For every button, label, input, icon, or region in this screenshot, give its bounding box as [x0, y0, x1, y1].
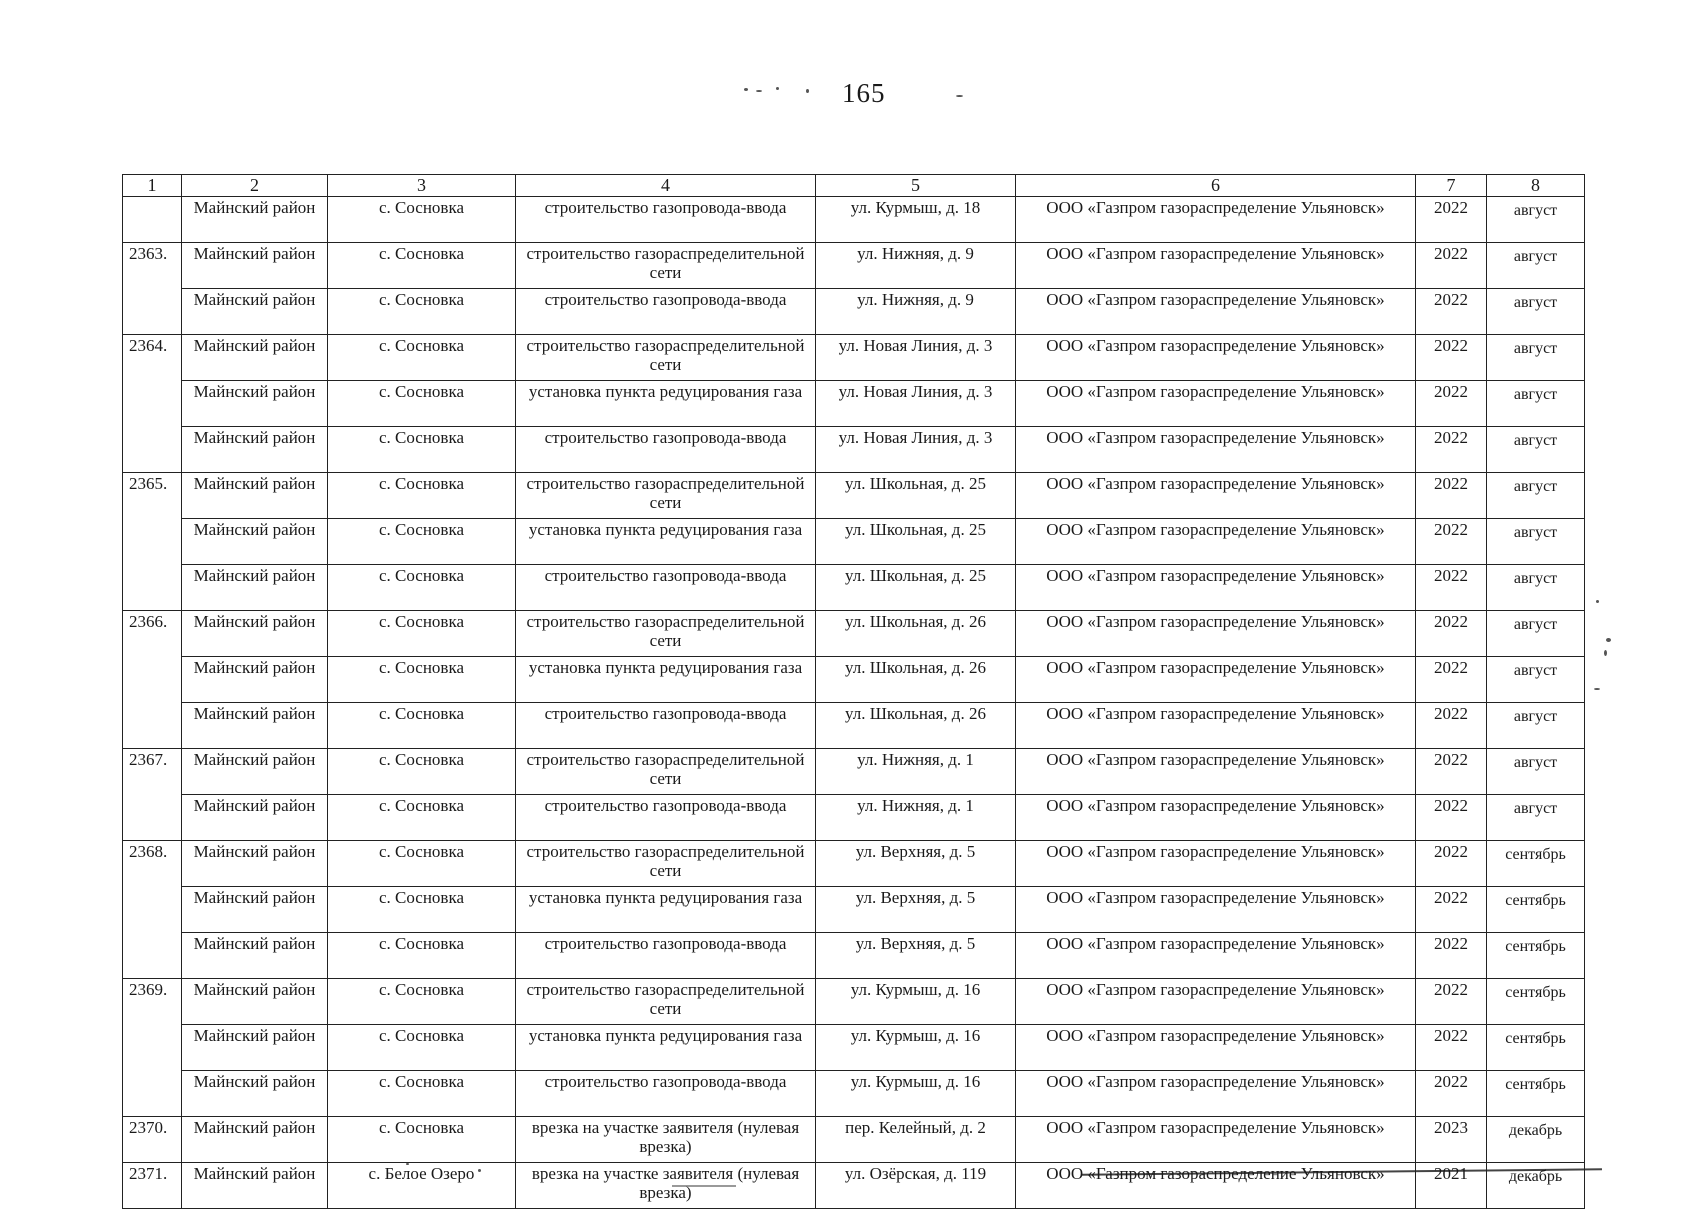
scan-speck [1594, 688, 1600, 690]
cell-month: август [1487, 381, 1585, 427]
table-row [123, 243, 1585, 289]
cell-month: август [1487, 473, 1585, 519]
cell-number [123, 703, 182, 749]
table-row [123, 1025, 1585, 1071]
table-row [123, 473, 1585, 519]
registry-table [122, 174, 1585, 1209]
table-row [123, 1071, 1585, 1117]
cell-work: установка пункта редуцирования газа [516, 519, 816, 565]
cell-number [123, 381, 182, 427]
cell-org: ООО «Газпром газораспределение Ульяновск» [1016, 335, 1416, 381]
cell-address: ул. Школьная, д. 26 [816, 611, 1016, 657]
cell-address: ул. Курмыш, д. 18 [816, 197, 1016, 243]
cell-district: Майнский район [182, 565, 328, 611]
cell-work: строительство газопровода-ввода [516, 795, 816, 841]
cell-number [123, 1071, 182, 1117]
cell-year: 2023 [1416, 1117, 1487, 1163]
cell-settlement: с. Сосновка [328, 427, 516, 473]
cell-month: август [1487, 335, 1585, 381]
header-row [123, 175, 1585, 197]
cell-work: строительство газопровода-ввода [516, 565, 816, 611]
cell-number: 2369. [123, 979, 182, 1025]
cell-address: ул. Нижняя, д. 1 [816, 749, 1016, 795]
column-header: 4 [516, 175, 816, 197]
cell-number [123, 427, 182, 473]
cell-district: Майнский район [182, 381, 328, 427]
cell-month: декабрь [1487, 1163, 1585, 1209]
column-header: 8 [1487, 175, 1585, 197]
cell-number [123, 519, 182, 565]
cell-district: Майнский район [182, 427, 328, 473]
cell-work: установка пункта редуцирования газа [516, 887, 816, 933]
cell-year: 2022 [1416, 887, 1487, 933]
cell-district: Майнский район [182, 1025, 328, 1071]
cell-work: строительство газораспределительной сети [516, 473, 816, 519]
cell-address: ул. Новая Линия, д. 3 [816, 381, 1016, 427]
cell-district: Майнский район [182, 335, 328, 381]
cell-org: ООО «Газпром газораспределение Ульяновск» [1016, 979, 1416, 1025]
cell-number [123, 933, 182, 979]
cell-org: ООО «Газпром газораспределение Ульяновск» [1016, 841, 1416, 887]
cell-work: установка пункта редуцирования газа [516, 657, 816, 703]
cell-org: ООО «Газпром газораспределение Ульяновск» [1016, 381, 1416, 427]
cell-org: ООО «Газпром газораспределение Ульяновск» [1016, 703, 1416, 749]
scan-speck [1596, 600, 1599, 603]
cell-org: ООО «Газпром газораспределение Ульяновск» [1016, 565, 1416, 611]
cell-settlement: с. Сосновка [328, 933, 516, 979]
cell-number [123, 795, 182, 841]
cell-address: ул. Школьная, д. 26 [816, 657, 1016, 703]
scan-speck [756, 90, 762, 92]
cell-year: 2022 [1416, 1025, 1487, 1071]
cell-org: ООО «Газпром газораспределение Ульяновск» [1016, 1025, 1416, 1071]
cell-settlement: с. Сосновка [328, 795, 516, 841]
cell-settlement: с. Сосновка [328, 519, 516, 565]
cell-month: сентябрь [1487, 979, 1585, 1025]
cell-work: строительство газораспределительной сети [516, 841, 816, 887]
cell-district: Майнский район [182, 243, 328, 289]
cell-work: строительство газораспределительной сети [516, 611, 816, 657]
table-row [123, 887, 1585, 933]
cell-settlement: с. Белое Озеро [328, 1163, 516, 1209]
cell-month: август [1487, 795, 1585, 841]
scan-speck [1606, 638, 1611, 642]
column-header: 3 [328, 175, 516, 197]
cell-org: ООО «Газпром газораспределение Ульяновск» [1016, 1071, 1416, 1117]
cell-district: Майнский район [182, 979, 328, 1025]
cell-number [123, 1025, 182, 1071]
cell-number: 2364. [123, 335, 182, 381]
scan-speck [806, 89, 809, 93]
cell-work: строительство газопровода-ввода [516, 289, 816, 335]
cell-address: ул. Курмыш, д. 16 [816, 979, 1016, 1025]
cell-month: сентябрь [1487, 841, 1585, 887]
cell-year: 2022 [1416, 335, 1487, 381]
cell-month: сентябрь [1487, 887, 1585, 933]
cell-number [123, 197, 182, 243]
cell-work: врезка на участке заявителя (нулевая врезка) [516, 1163, 816, 1209]
table-row [123, 749, 1585, 795]
cell-month: август [1487, 565, 1585, 611]
scan-speck [744, 88, 748, 91]
table-row [123, 1117, 1585, 1163]
cell-district: Майнский район [182, 795, 328, 841]
cell-org: ООО «Газпром газораспределение Ульяновск» [1016, 289, 1416, 335]
cell-address: ул. Верхняя, д. 5 [816, 841, 1016, 887]
cell-work: строительство газопровода-ввода [516, 427, 816, 473]
cell-number [123, 887, 182, 933]
table-row [123, 289, 1585, 335]
cell-settlement: с. Сосновка [328, 335, 516, 381]
cell-org: ООО «Газпром газораспределение Ульяновск» [1016, 657, 1416, 703]
table-row [123, 795, 1585, 841]
cell-month: август [1487, 749, 1585, 795]
table-row [123, 841, 1585, 887]
cell-work: строительство газопровода-ввода [516, 703, 816, 749]
scan-speck [1604, 650, 1607, 656]
cell-number: 2366. [123, 611, 182, 657]
cell-year: 2022 [1416, 427, 1487, 473]
cell-address: ул. Новая Линия, д. 3 [816, 335, 1016, 381]
cell-work: установка пункта редуцирования газа [516, 1025, 816, 1071]
column-header: 2 [182, 175, 328, 197]
cell-org: ООО «Газпром газораспределение Ульяновск» [1016, 473, 1416, 519]
cell-month: август [1487, 197, 1585, 243]
table-row [123, 933, 1585, 979]
cell-district: Майнский район [182, 197, 328, 243]
cell-work: строительство газопровода-ввода [516, 197, 816, 243]
column-header: 1 [123, 175, 182, 197]
cell-work: установка пункта редуцирования газа [516, 381, 816, 427]
cell-year: 2022 [1416, 979, 1487, 1025]
cell-month: август [1487, 427, 1585, 473]
cell-settlement: с. Сосновка [328, 1071, 516, 1117]
cell-number: 2365. [123, 473, 182, 519]
cell-settlement: с. Сосновка [328, 657, 516, 703]
cell-work: врезка на участке заявителя (нулевая врезка) [516, 1117, 816, 1163]
table-row [123, 657, 1585, 703]
cell-district: Майнский район [182, 1117, 328, 1163]
cell-year: 2022 [1416, 703, 1487, 749]
cell-org: ООО «Газпром газораспределение Ульяновск» [1016, 749, 1416, 795]
cell-address: ул. Школьная, д. 26 [816, 703, 1016, 749]
cell-work: строительство газораспределительной сети [516, 749, 816, 795]
table-row [123, 1163, 1585, 1209]
cell-month: сентябрь [1487, 1025, 1585, 1071]
cell-address: ул. Верхняя, д. 5 [816, 887, 1016, 933]
cell-number: 2371. [123, 1163, 182, 1209]
cell-address: ул. Школьная, д. 25 [816, 519, 1016, 565]
cell-settlement: с. Сосновка [328, 979, 516, 1025]
cell-number: 2363. [123, 243, 182, 289]
cell-year: 2022 [1416, 519, 1487, 565]
table-row [123, 519, 1585, 565]
cell-address: ул. Нижняя, д. 9 [816, 243, 1016, 289]
cell-year: 2022 [1416, 749, 1487, 795]
cell-number [123, 289, 182, 335]
cell-org: ООО «Газпром газораспределение Ульяновск» [1016, 611, 1416, 657]
cell-settlement: с. Сосновка [328, 841, 516, 887]
cell-org: ООО «Газпром газораспределение Ульяновск» [1016, 887, 1416, 933]
cell-address: ул. Нижняя, д. 9 [816, 289, 1016, 335]
cell-number [123, 565, 182, 611]
page-number: 165 [842, 78, 886, 108]
cell-settlement: с. Сосновка [328, 473, 516, 519]
cell-settlement: с. Сосновка [328, 1117, 516, 1163]
cell-month: сентябрь [1487, 933, 1585, 979]
cell-month: август [1487, 519, 1585, 565]
cell-settlement: с. Сосновка [328, 197, 516, 243]
cell-month: сентябрь [1487, 1071, 1585, 1117]
cell-year: 2022 [1416, 1071, 1487, 1117]
cell-work: строительство газораспределительной сети [516, 243, 816, 289]
scan-speck [956, 95, 963, 97]
cell-settlement: с. Сосновка [328, 611, 516, 657]
cell-number: 2368. [123, 841, 182, 887]
cell-year: 2022 [1416, 933, 1487, 979]
cell-district: Майнский район [182, 473, 328, 519]
cell-org: ООО «Газпром газораспределение Ульяновск» [1016, 197, 1416, 243]
scan-speck [776, 87, 779, 90]
cell-district: Майнский район [182, 841, 328, 887]
cell-year: 2022 [1416, 841, 1487, 887]
cell-district: Майнский район [182, 887, 328, 933]
table-row [123, 611, 1585, 657]
cell-address: ул. Школьная, д. 25 [816, 565, 1016, 611]
column-header: 5 [816, 175, 1016, 197]
cell-org: ООО «Газпром газораспределение Ульяновск» [1016, 243, 1416, 289]
cell-month: декабрь [1487, 1117, 1585, 1163]
cell-settlement: с. Сосновка [328, 749, 516, 795]
cell-settlement: с. Сосновка [328, 703, 516, 749]
cell-settlement: с. Сосновка [328, 565, 516, 611]
cell-address: ул. Курмыш, д. 16 [816, 1025, 1016, 1071]
table-row [123, 335, 1585, 381]
cell-district: Майнский район [182, 749, 328, 795]
cell-org: ООО «Газпром газораспределение Ульяновск» [1016, 427, 1416, 473]
cell-settlement: с. Сосновка [328, 887, 516, 933]
cell-district: Майнский район [182, 611, 328, 657]
cell-district: Майнский район [182, 1071, 328, 1117]
cell-org: ООО «Газпром газораспределение Ульяновск» [1016, 519, 1416, 565]
cell-work: строительство газораспределительной сети [516, 979, 816, 1025]
cell-number: 2370. [123, 1117, 182, 1163]
cell-year: 2022 [1416, 473, 1487, 519]
cell-work: строительство газораспределительной сети [516, 335, 816, 381]
cell-district: Майнский район [182, 519, 328, 565]
cell-address: ул. Нижняя, д. 1 [816, 795, 1016, 841]
cell-number: 2367. [123, 749, 182, 795]
cell-year: 2022 [1416, 795, 1487, 841]
cell-year: 2022 [1416, 657, 1487, 703]
cell-year: 2021 [1416, 1163, 1487, 1209]
cell-address: ул. Озёрская, д. 119 [816, 1163, 1016, 1209]
cell-address: ул. Верхняя, д. 5 [816, 933, 1016, 979]
cell-district: Майнский район [182, 1163, 328, 1209]
cell-month: август [1487, 289, 1585, 335]
column-header: 7 [1416, 175, 1487, 197]
cell-org: ООО «Газпром газораспределение Ульяновск» [1016, 1163, 1416, 1209]
cell-year: 2022 [1416, 565, 1487, 611]
cell-year: 2022 [1416, 381, 1487, 427]
cell-year: 2022 [1416, 243, 1487, 289]
cell-address: ул. Курмыш, д. 16 [816, 1071, 1016, 1117]
cell-year: 2022 [1416, 611, 1487, 657]
cell-district: Майнский район [182, 657, 328, 703]
cell-org: ООО «Газпром газораспределение Ульяновск» [1016, 1117, 1416, 1163]
cell-district: Майнский район [182, 703, 328, 749]
table-row [123, 381, 1585, 427]
cell-month: август [1487, 611, 1585, 657]
cell-month: август [1487, 243, 1585, 289]
cell-org: ООО «Газпром газораспределение Ульяновск» [1016, 795, 1416, 841]
cell-settlement: с. Сосновка [328, 1025, 516, 1071]
cell-settlement: с. Сосновка [328, 243, 516, 289]
cell-work: строительство газопровода-ввода [516, 933, 816, 979]
cell-year: 2022 [1416, 197, 1487, 243]
cell-number [123, 657, 182, 703]
cell-address: ул. Новая Линия, д. 3 [816, 427, 1016, 473]
cell-settlement: с. Сосновка [328, 381, 516, 427]
cell-address: пер. Келейный, д. 2 [816, 1117, 1016, 1163]
table-row [123, 703, 1585, 749]
table-row [123, 197, 1585, 243]
cell-work: строительство газопровода-ввода [516, 1071, 816, 1117]
cell-settlement: с. Сосновка [328, 289, 516, 335]
cell-district: Майнский район [182, 933, 328, 979]
table-row [123, 427, 1585, 473]
cell-year: 2022 [1416, 289, 1487, 335]
cell-org: ООО «Газпром газораспределение Ульяновск» [1016, 933, 1416, 979]
cell-address: ул. Школьная, д. 25 [816, 473, 1016, 519]
table-row [123, 979, 1585, 1025]
table-row [123, 565, 1585, 611]
cell-district: Майнский район [182, 289, 328, 335]
column-header: 6 [1016, 175, 1416, 197]
cell-month: август [1487, 703, 1585, 749]
cell-month: август [1487, 657, 1585, 703]
